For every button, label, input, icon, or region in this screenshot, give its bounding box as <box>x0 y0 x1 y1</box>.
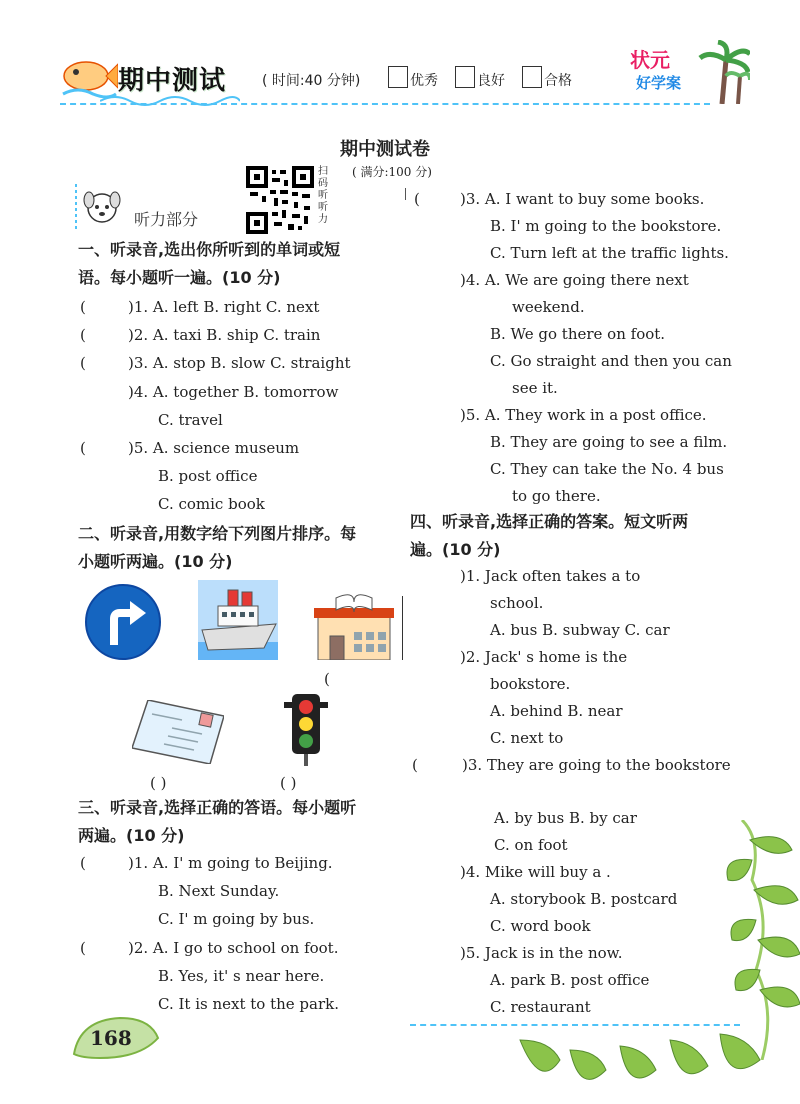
question-line: )4. Mike will buy a . <box>460 863 611 881</box>
brand-subtitle: 好学案 <box>636 74 682 92</box>
question-line: )2. A. I go to school on foot. <box>128 939 339 957</box>
option-line: C. next to <box>490 729 564 747</box>
listening-section-label: 听力部分 <box>134 210 199 229</box>
option-line: B. post office <box>158 467 258 485</box>
question-line: )3. A. stop B. slow C. straight <box>128 354 351 372</box>
option-line: school. <box>490 594 544 612</box>
option-line: A. behind B. near <box>490 702 623 720</box>
exam-score: ( 满分:100 分) <box>352 165 432 179</box>
section3-heading-cont: 两遍。(10 分) <box>78 826 185 845</box>
option-line: C. restaurant <box>490 998 591 1016</box>
column-divider <box>405 188 406 200</box>
answer-paren[interactable]: ( <box>80 298 86 316</box>
option-line: to go there. <box>512 487 601 505</box>
option-line: C. word book <box>490 917 591 935</box>
option-line: B. We go there on foot. <box>490 325 666 343</box>
postcard-icon <box>132 700 224 764</box>
option-line: C. Go straight and then you can <box>490 352 732 370</box>
option-line: A. bus B. subway C. car <box>490 621 670 639</box>
qr-code-icon[interactable] <box>246 166 314 234</box>
question-line: )3. A. I want to buy some books. <box>460 190 705 208</box>
answer-paren[interactable]: ( <box>80 854 86 872</box>
section2-heading-cont: 小题听两遍。(10 分) <box>78 552 233 571</box>
question-line: )1. Jack often takes a to <box>460 567 641 585</box>
option-line: weekend. <box>512 298 585 316</box>
grade-label-pass: 合格 <box>544 73 572 89</box>
answer-blank[interactable]: ( ) <box>150 774 167 792</box>
brand-logo <box>630 40 750 104</box>
answer-blank[interactable]: ( <box>324 670 330 688</box>
option-line: B. I' m going to the bookstore. <box>490 217 722 235</box>
option-line: B. They are going to see a film. <box>490 433 728 451</box>
option-line: C. I' m going by bus. <box>158 910 315 928</box>
option-line: C. comic book <box>158 495 265 513</box>
grade-checkbox-good[interactable] <box>455 66 475 88</box>
header-divider <box>60 103 710 105</box>
answer-paren[interactable]: ( <box>412 756 418 774</box>
bottom-leaf-decoration <box>510 1030 770 1100</box>
bookstore-building-icon <box>314 592 394 660</box>
question-line: )1. A. I' m going to Beijing. <box>128 854 333 872</box>
grade-checkbox-excellent[interactable] <box>388 66 408 88</box>
answer-paren[interactable]: ( <box>80 439 86 457</box>
traffic-light-icon <box>284 692 328 766</box>
option-line: B. Next Sunday. <box>158 882 280 900</box>
option-line: C. on foot <box>494 836 568 854</box>
question-line: )2. A. taxi B. ship C. train <box>128 326 321 344</box>
answer-paren[interactable]: ( <box>80 354 86 372</box>
question-line: )2. Jack' s home is the <box>460 648 628 666</box>
turn-right-sign-icon <box>84 583 162 661</box>
option-line: C. It is next to the park. <box>158 995 339 1013</box>
footer-divider <box>410 1024 740 1026</box>
answer-paren[interactable]: ( <box>80 939 86 957</box>
section4-heading-cont: 遍。(10 分) <box>410 540 501 559</box>
question-line: )5. Jack is in the now. <box>460 944 623 962</box>
option-line: see it. <box>512 379 558 397</box>
grade-checkbox-pass[interactable] <box>522 66 542 88</box>
section4-heading: 四、听录音,选择正确的答案。短文听两 <box>410 512 689 531</box>
question-line: )1. A. left B. right C. next <box>128 298 320 316</box>
question-line: )4. A. together B. tomorrow <box>128 383 339 401</box>
brand-title: 状元 <box>630 48 670 72</box>
page-number: 168 <box>90 1026 132 1050</box>
option-line: C. They can take the No. 4 bus <box>490 460 724 478</box>
option-line: bookstore. <box>490 675 571 693</box>
option-line: A. by bus B. by car <box>494 809 637 827</box>
qr-caption: 扫码听听力 <box>318 166 328 225</box>
answer-paren[interactable]: ( <box>414 190 420 208</box>
picture-divider <box>402 596 403 660</box>
option-line: A. storybook B. postcard <box>490 890 678 908</box>
option-line: C. travel <box>158 411 223 429</box>
grade-label-excellent: 优秀 <box>410 73 438 89</box>
section3-heading: 三、听录音,选择正确的答语。每小题听 <box>78 798 357 817</box>
option-line: B. Yes, it' s near here. <box>158 967 325 985</box>
grade-label-good: 良好 <box>477 73 505 89</box>
ship-icon <box>198 580 278 660</box>
exam-title: 期中测试卷 <box>340 139 430 160</box>
section1-heading-cont: 语。每小题听一遍。(10 分) <box>78 268 281 287</box>
time-limit: ( 时间:40 分钟) <box>262 73 361 89</box>
page-header-title: 期中测试 <box>118 66 227 96</box>
question-line: )5. A. They work in a post office. <box>460 406 707 424</box>
option-line: C. Turn left at the traffic lights. <box>490 244 729 262</box>
section2-heading: 二、听录音,用数字给下列图片排序。每 <box>78 524 357 543</box>
answer-paren[interactable]: ( <box>80 326 86 344</box>
option-line: A. park B. post office <box>490 971 650 989</box>
answer-blank[interactable]: ( ) <box>280 774 297 792</box>
question-line: )4. A. We are going there next <box>460 271 689 289</box>
dog-mascot-icon <box>72 180 128 236</box>
question-line: )3. They are going to the bookstore <box>462 756 731 774</box>
section1-heading: 一、听录音,选出你所听到的单词或短 <box>78 240 341 259</box>
question-line: )5. A. science museum <box>128 439 300 457</box>
